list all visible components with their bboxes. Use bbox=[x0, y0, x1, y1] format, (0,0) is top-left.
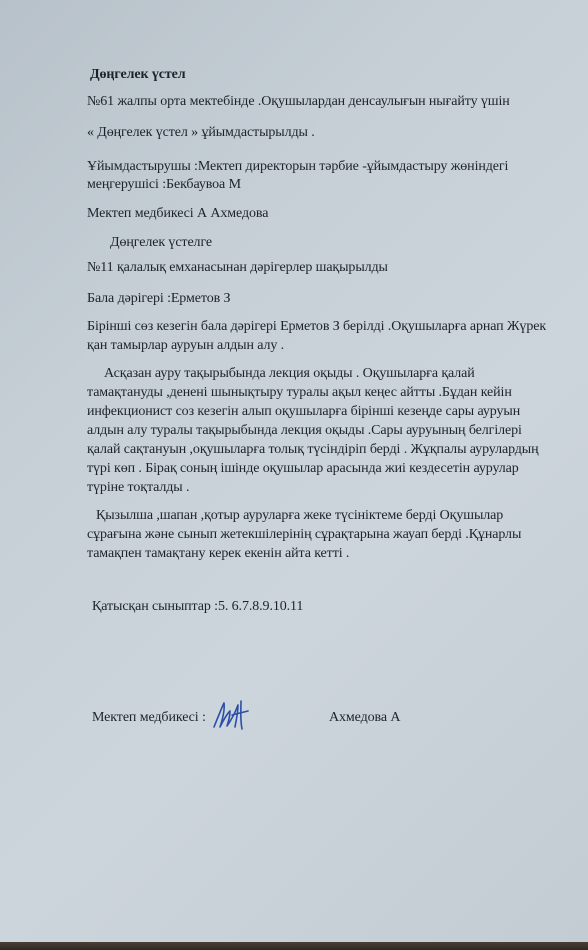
text-line: алдын алу туралы тақырыбында лекция оқыды .Сары ауруының белгілері bbox=[87, 423, 522, 438]
text-line: №11 қалалық емханасынан дәрігерлер шақырылды bbox=[87, 260, 388, 275]
text-line: меңгерушісі :Бекбаувоа М bbox=[87, 177, 241, 192]
signature-image bbox=[208, 697, 254, 733]
text-line: « Дөңгелек үстел » ұйымдастырылды . bbox=[87, 125, 315, 140]
text-line: Мектеп медбикесі А Ахмедова bbox=[87, 206, 269, 221]
signature-name: Ахмедова А bbox=[329, 710, 401, 725]
text-line: Дөңгелек үстелге bbox=[110, 235, 213, 250]
text-line: тамақпен тамақтану керек екенін айта кетті . bbox=[87, 546, 350, 561]
text-line: қалай сақтануын ,оқушыларға толық түсіндіріп берді . Жұқпалы аурулардың bbox=[87, 442, 539, 457]
text-line: Қызылша ,шапан ,қотыр ауруларға жеке түсініктеме берді Оқушылар bbox=[96, 508, 504, 523]
text-line: инфекционист соз кезегін алып оқушыларға бірінші кезеңде сары ауруын bbox=[87, 404, 521, 419]
classes-attended: Қатысқан сыныптар :5. 6.7.8.9.10.11 bbox=[92, 599, 304, 614]
text-line: тамақтануды ,денені шынықтыру туралы ақыл кеңес айтты .Бұдан кейін bbox=[87, 385, 512, 400]
text-line: Ұйымдастырушы :Мектеп директорын тәрбие -ұйымдастыру жөніндегі bbox=[87, 159, 509, 174]
text-line: Бала дәрігері :Ерметов З bbox=[87, 291, 231, 306]
text-line: Асқазан ауру тақырыбында лекция оқыды . Оқушыларға қалай bbox=[104, 366, 475, 381]
document-title: Дөңгелек үстел bbox=[90, 67, 186, 82]
text-line: №61 жалпы орта мектебінде .Оқушылардан денсаулығын нығайту үшін bbox=[87, 94, 510, 109]
text-line: Бірінші сөз кезегін бала дәрігері Ерметов З берілді .Оқушыларға арнап Жүрек bbox=[87, 319, 547, 334]
text-line: қан тамырлар ауруын алдын алу . bbox=[87, 338, 285, 353]
text-line: түріне тоқталды . bbox=[87, 480, 190, 495]
text-line: сұрағына және сынып жетекшілерінің сұрақтарына жауап берді .Құнарлы bbox=[87, 527, 522, 542]
signature-label: Мектеп медбикесі : bbox=[92, 710, 206, 725]
table-edge bbox=[0, 942, 588, 950]
text-line: түрі көп . Бірақ соның ішінде оқушылар арасында жиі кездесетін аурулар bbox=[87, 461, 519, 476]
